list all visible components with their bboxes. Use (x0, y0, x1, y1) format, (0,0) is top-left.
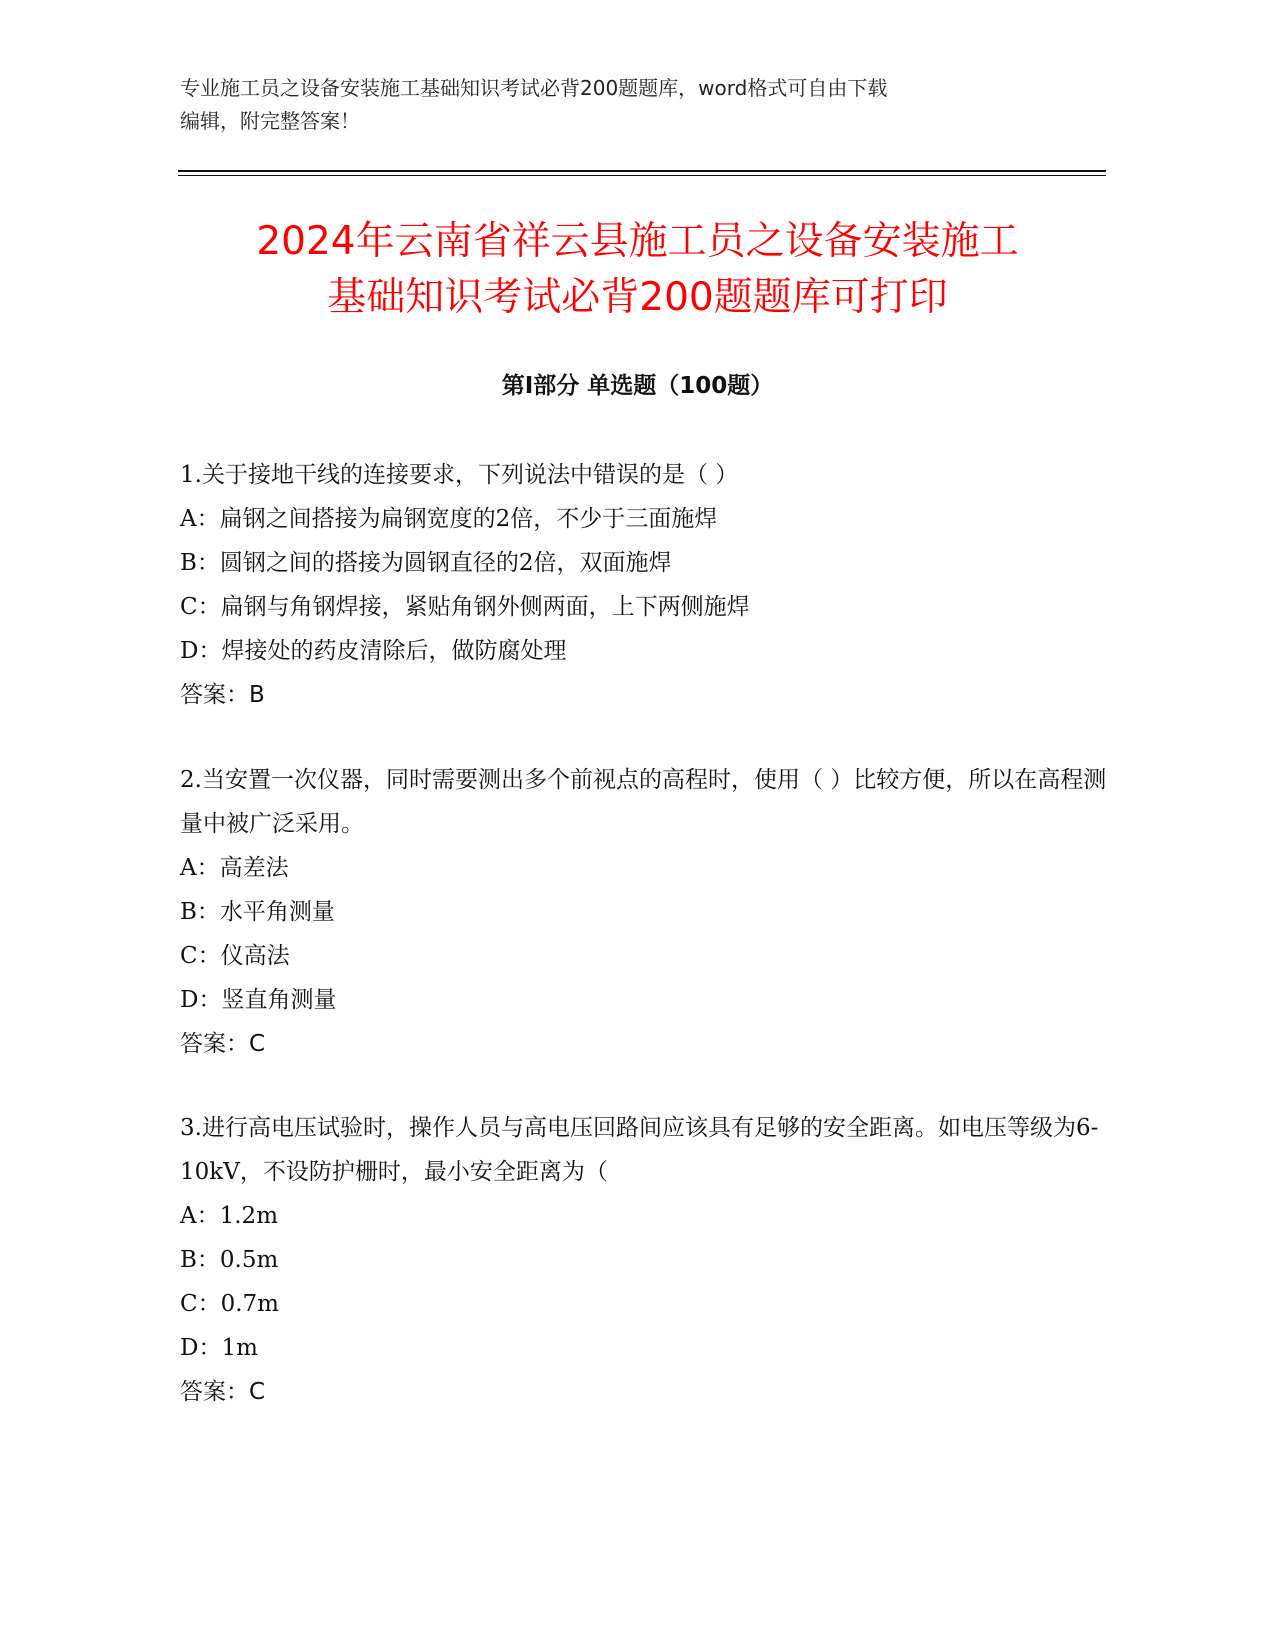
title-line-2: 基础知识考试必背200题题库可打印 (327, 275, 948, 320)
option-c: C：扁钢与角钢焊接，紧贴角钢外侧两面，上下两侧施焊 (180, 594, 750, 620)
option-d: D：焊接处的药皮清除后，做防腐处理 (180, 638, 567, 664)
title-line-1: 2024年云南省祥云县施工员之设备安装施工 (256, 219, 1019, 264)
option-b: B：0.5m (180, 1247, 279, 1273)
question-3 (180, 1106, 1110, 1414)
header-divider-thick (178, 170, 1106, 172)
answer: 答案：C (180, 1031, 266, 1057)
option-b: B：水平角测量 (180, 899, 335, 925)
header-divider-thin (178, 175, 1106, 176)
question-1 (180, 453, 1110, 717)
answer: 答案：C (180, 1379, 266, 1405)
answer: 答案：B (180, 682, 265, 708)
question-text: 1.关于接地干线的连接要求，下列说法中错误的是（ ） (180, 462, 739, 488)
option-d: D：1m (180, 1335, 258, 1361)
option-c: C：0.7m (180, 1291, 279, 1317)
question-2 (180, 758, 1110, 1066)
header-line-2: 编辑，附完整答案！ (180, 109, 360, 133)
option-a: A：扁钢之间搭接为扁钢宽度的2倍，不少于三面施焊 (180, 506, 718, 532)
question-text: 3.进行高电压试验时，操作人员与高电压回路间应该具有足够的安全距离。如电压等级为6-10kV，不设防护栅时，最小安全距离为（ (180, 1115, 1099, 1185)
option-a: A：高差法 (180, 855, 289, 881)
document-title (150, 214, 1125, 326)
option-c: C：仪高法 (180, 943, 290, 969)
question-text: 2.当安置一次仪器，同时需要测出多个前视点的高程时，使用（ ）比较方便，所以在高程测量中被广泛采用。 (180, 767, 1107, 837)
header-line-1: 专业施工员之设备安装施工基础知识考试必背200题题库，word格式可自由下载 (180, 76, 888, 100)
section-heading: 第Ⅰ部分 单选题（100题） (501, 373, 774, 399)
option-d: D：竖直角测量 (180, 987, 337, 1013)
document-header (180, 72, 1110, 138)
option-b: B：圆钢之间的搭接为圆钢直径的2倍，双面施焊 (180, 550, 672, 576)
option-a: A：1.2m (180, 1203, 278, 1229)
